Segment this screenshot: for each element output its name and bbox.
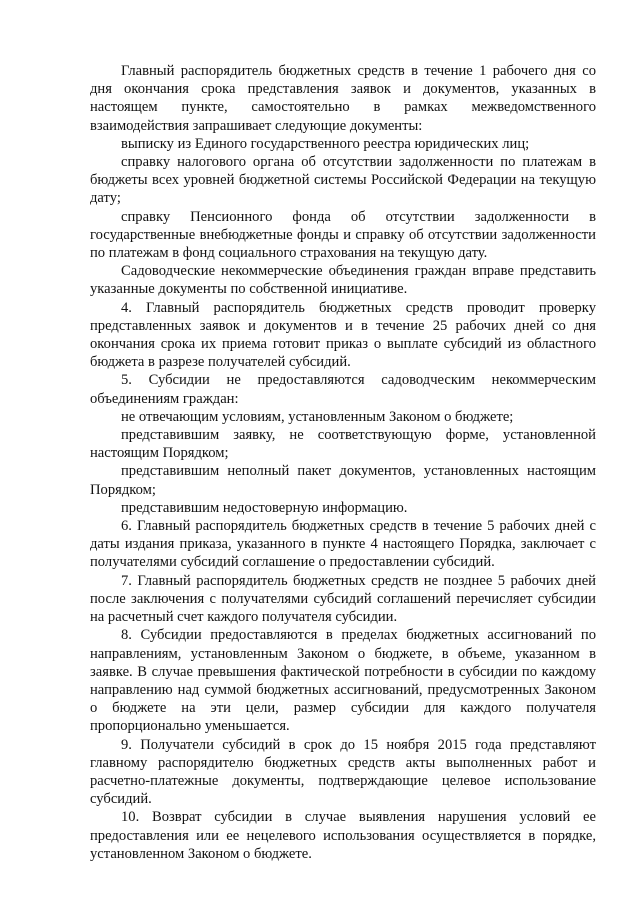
list-item-tax-certificate: справку налогового органа об отсутствии задолженности по платежам в бюджеты всех уровней бюджетной системы Российской Федерации на текущую дату; xyxy=(90,154,596,207)
paragraph-own-initiative: Садоводческие некоммерческие объединения граждан вправе представить указанные документы по собственной инициативе. xyxy=(90,263,596,298)
list-item-pension-fund-certificate: справку Пенсионного фонда об отсутствии задолженности в государственные внебюджетные фонды и справку об отсутствии задолженности по платежам в фонд социального страхования на текущую дату. xyxy=(90,208,596,262)
paragraph-item-6: 6. Главный распорядитель бюджетных средств в течение 5 рабочих дней с даты издания приказа, указанного в пункте 4 настоящего Порядка, заключает с получателями субсидий соглашение о предоставлении субсидий. xyxy=(90,518,596,571)
paragraph-item-8: 8. Субсидии предоставляются в пределах бюджетных ассигнований по направлениям, установленным Законом о бюджете, в объеме, указанном в заявке. В случае превышения фактической потребности в субсидии по каждому направлению над суммой бюджетных ассигнований, предусмотренных Законом о бюджете на эти цели, размер субсидии для каждого получателя пропорционально уменьшается. xyxy=(90,627,596,735)
paragraph-item-9: 9. Получатели субсидий в срок до 15 ноября 2015 года представляют главному распорядителю бюджетных средств акты выполненных работ и расчетно-платежные документы, подтверждающие целевое использование субсидий. xyxy=(90,736,596,808)
list-item-false-info: представившим недостоверную информацию. xyxy=(121,499,408,516)
list-item-incomplete-package: представившим неполный пакет документов, установленных настоящим Порядком; xyxy=(90,463,596,498)
paragraph-item-10: 10. Возврат субсидии в случае выявления нарушения условий ее предоставления или ее нецелевого использования осуществляется в порядке, установленном Законом о бюджете. xyxy=(90,809,596,862)
paragraph-item-5: 5. Субсидии не предоставляются садоводческим некоммерческим объединениям граждан: xyxy=(90,372,596,407)
paragraph-intro: Главный распорядитель бюджетных средств в течение 1 рабочего дня со дня окончания срока представления заявок и документов, указанных в настоящем пункте, самостоятельно в рамках межведомственного взаимодействия запрашивает следующие документы: xyxy=(90,63,596,134)
paragraph-item-4: 4. Главный распорядитель бюджетных средств проводит проверку представленных заявок и документов и в течение 25 рабочих дней со дня окончания срока их приема готовит приказ о выплате субсидий из областного бюджета в разрезе получателей субсидий. xyxy=(90,299,596,371)
paragraph-item-7: 7. Главный распорядитель бюджетных средств не позднее 5 рабочих дней после заключения с получателями субсидий соглашений перечисляет субсидии на расчетный счет каждого получателя субсидии. xyxy=(90,572,596,626)
list-item-form: представившим заявку, не соответствующую форме, установленной настоящим Порядком; xyxy=(90,427,596,462)
document-body xyxy=(90,62,596,863)
list-item-conditions: не отвечающим условиям, установленным Законом о бюджете; xyxy=(121,408,514,425)
list-item-egrul-extract: выписку из Единого государственного реестра юридических лиц; xyxy=(121,135,530,152)
